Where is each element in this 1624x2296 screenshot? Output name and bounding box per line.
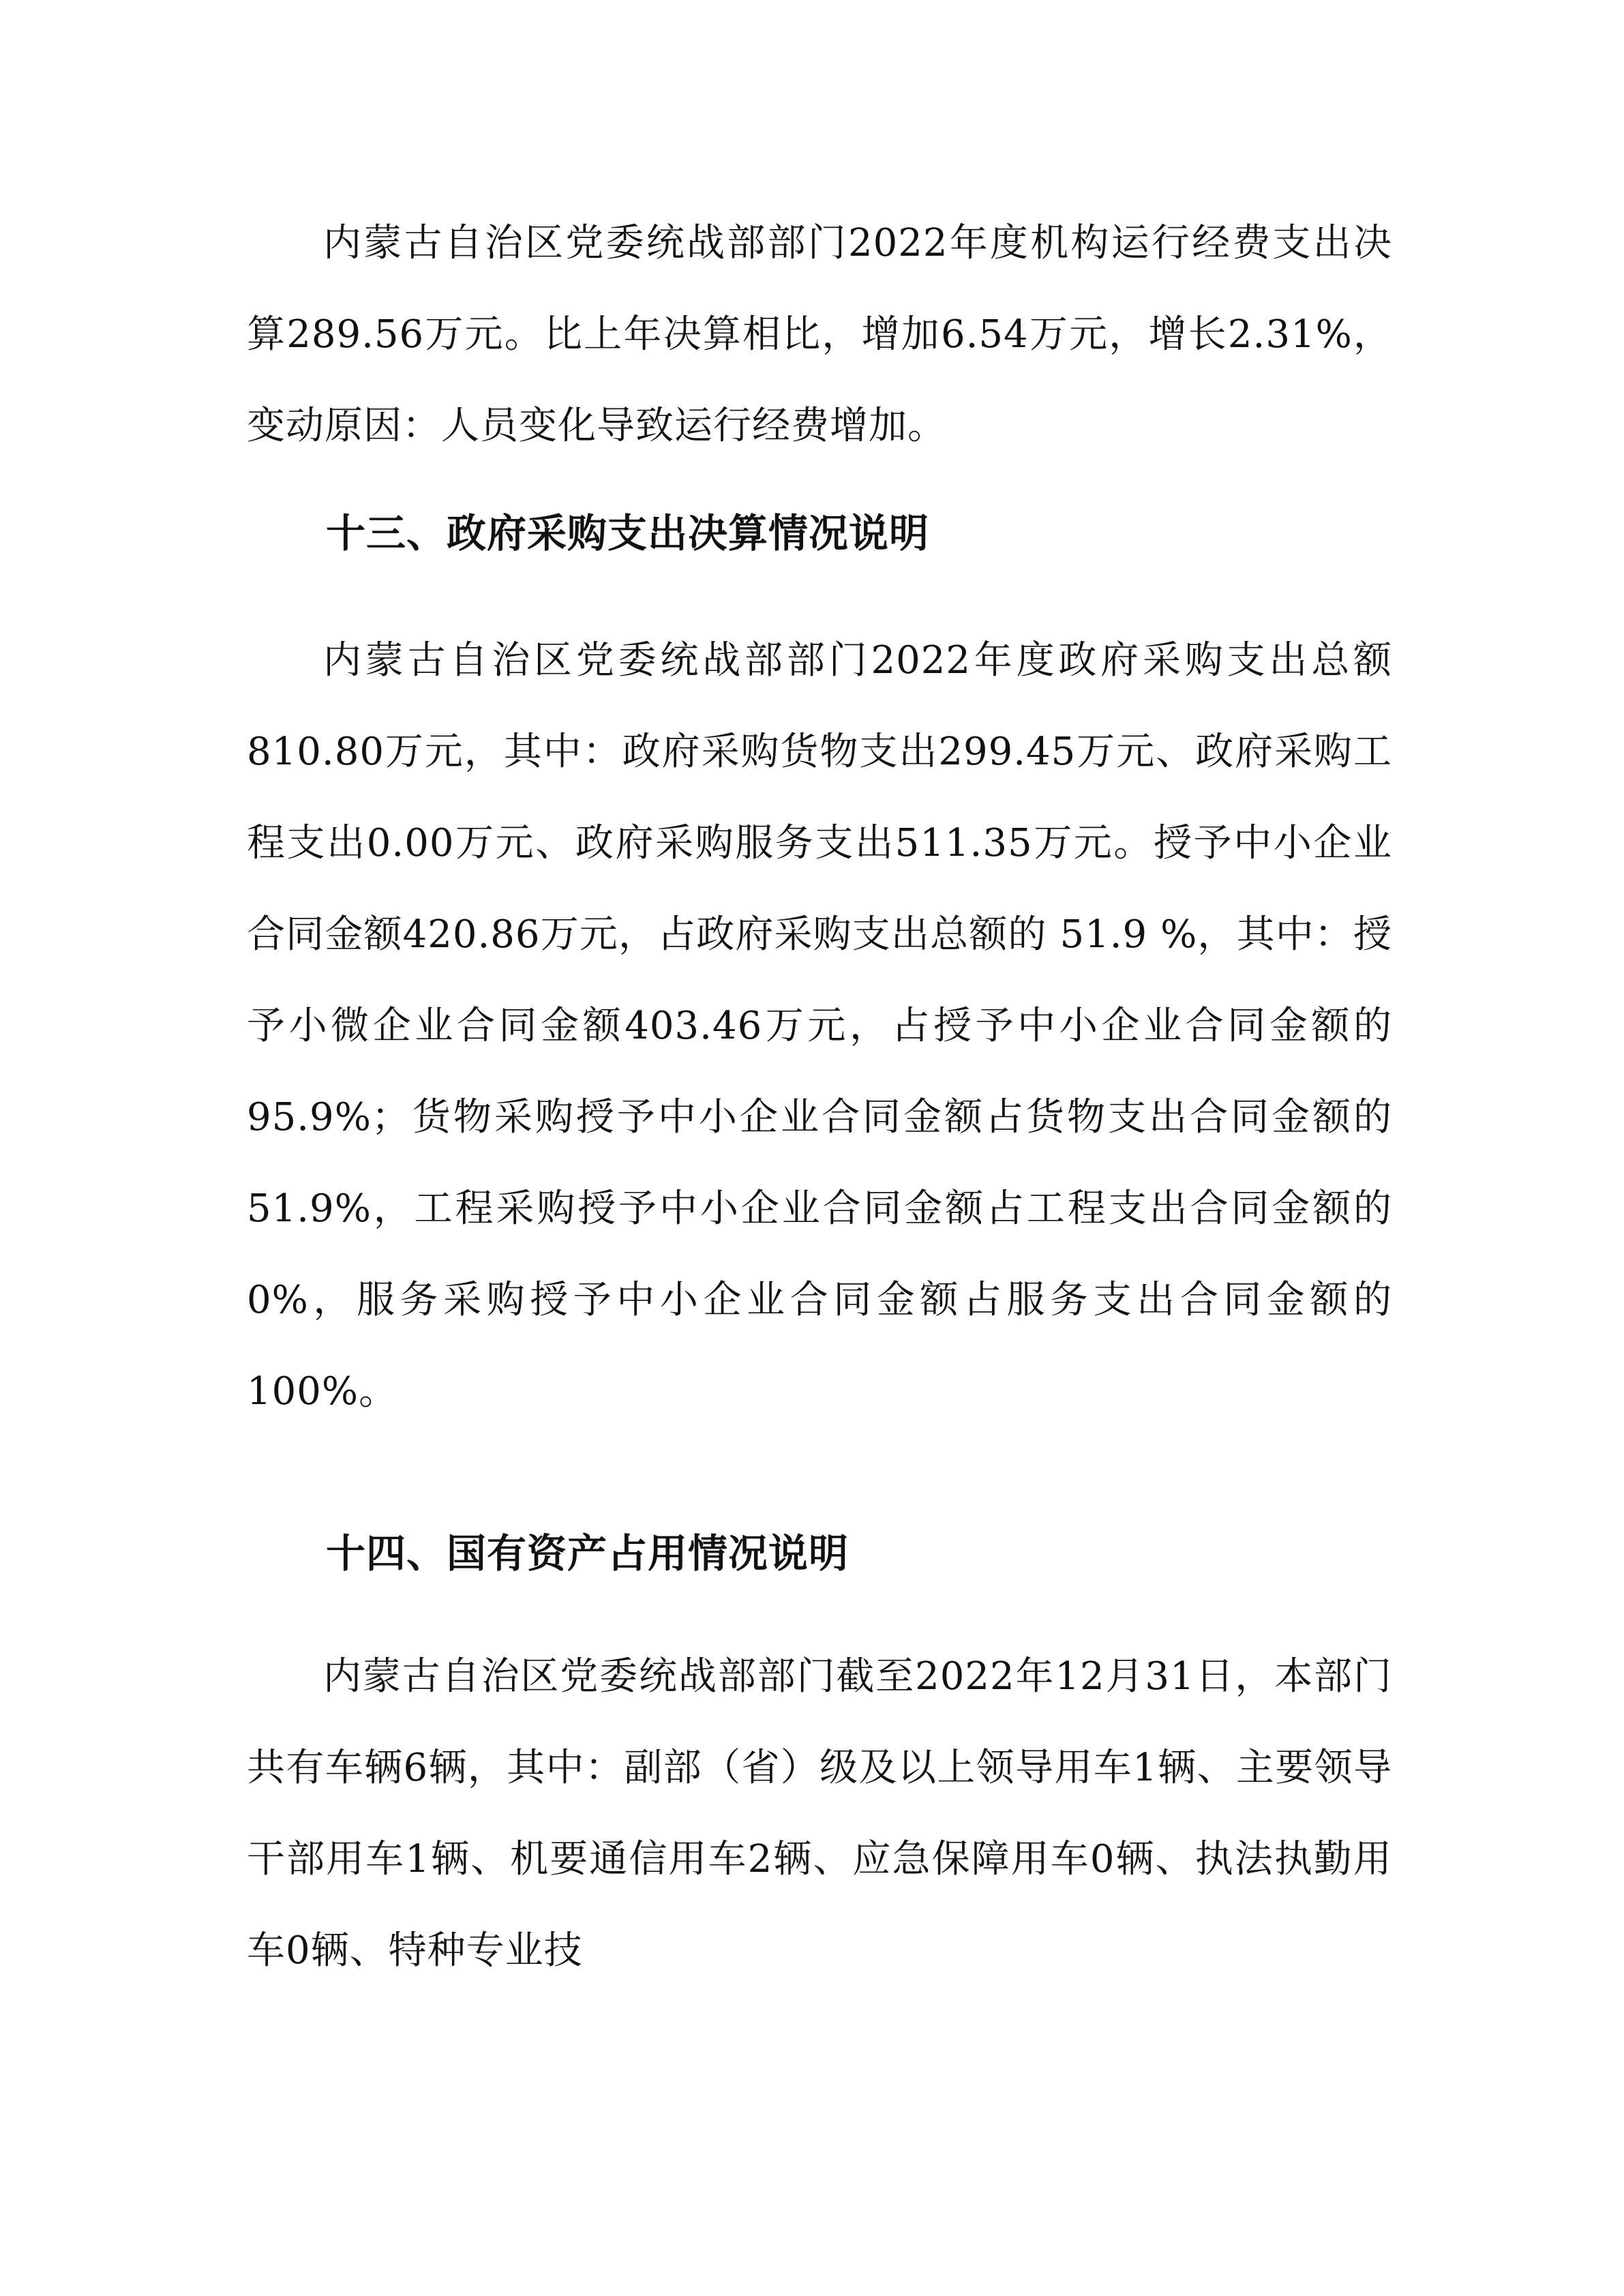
section-heading-14: 十四、国有资产占用情况说明 bbox=[326, 1530, 849, 1577]
paragraph-operating-expense: 内蒙古自治区党委统战部部门2022年度机构运行经费支出决算289.56万元。比上年决算相比，增加6.54万元，增长2.31%，变动原因：人员变化导致运行经费增加。 bbox=[247, 221, 1392, 448]
paragraph-procurement: 内蒙古自治区党委统战部部门2022年度政府采购支出总额810.80万元，其中：政府采购货物支出299.45万元、政府采购工程支出0.00万元、政府采购服务支出511.35万元。授予中小企业合同金额420.86万元，占政府采购支出总额的 51.9 %，其中：授予小微企业合同金额403.46万元，占授予中小企业合同金额的95.9%；货物采购授予中小企业合同金额占货物支出合同金额的51.9%，工程采购授予中小企业合同金额占工程支出合同金额的0%，服务采购授予中小企业合同金额占服务支出合同金额的100%。 bbox=[247, 638, 1392, 1414]
section-heading-13: 十三、政府采购支出决算情况说明 bbox=[326, 510, 930, 556]
paragraph-assets: 内蒙古自治区党委统战部部门截至2022年12月31日，本部门共有车辆6辆，其中：副部（省）级及以上领导用车1辆、主要领导干部用车1辆、机要通信用车2辆、应急保障用车0辆、执法执勤用车0辆、特种专业技 bbox=[247, 1654, 1392, 1973]
